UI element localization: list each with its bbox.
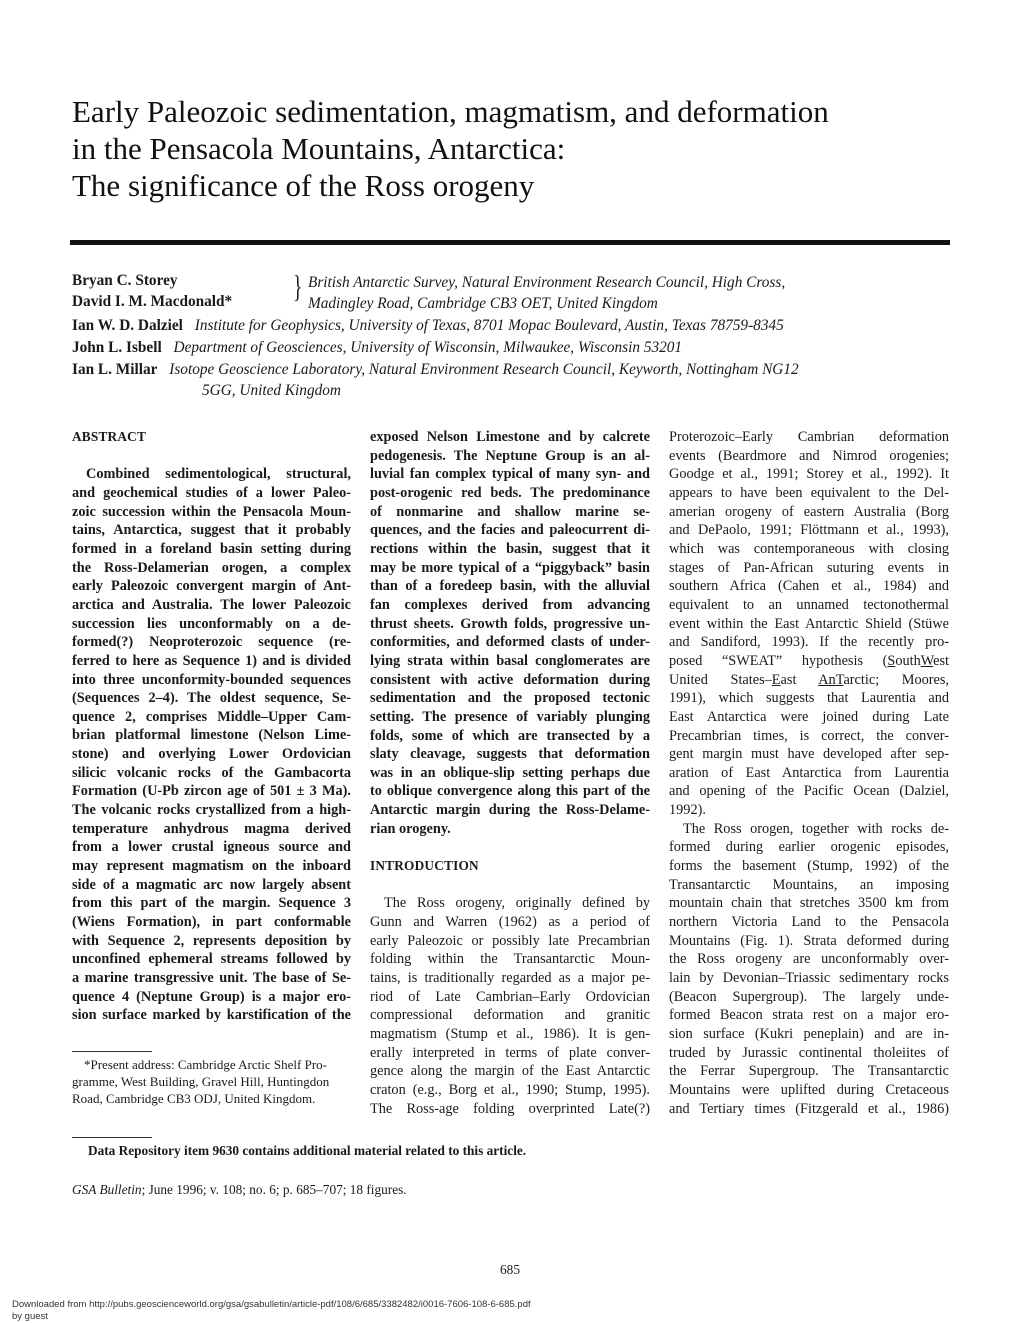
title-rule <box>70 240 950 245</box>
text-line: event within the East Antarctic Shield (Stüwe <box>669 615 949 632</box>
author-affiliation: Department of Geosciences, University of Wisconsin, Milwaukee, Wisconsin 53201 <box>173 339 683 356</box>
text-line: Mountains were uplifted during Cretaceous <box>669 1081 949 1098</box>
abstract-text-col2 <box>370 428 650 838</box>
author-row-4 <box>72 337 682 358</box>
text-line: (Wiens Formation), in part conformable <box>72 914 351 931</box>
author-name: Ian W. D. Dalziel <box>72 317 183 334</box>
text-line: Combined sedimentological, structural, <box>86 466 351 483</box>
author-affiliation-continued: 5GG, United Kingdom <box>202 382 341 399</box>
text-line: luvial fan complex typical of many syn- and <box>370 466 650 483</box>
text-line: ferred to here as Sequence 1) and is divided <box>72 652 351 669</box>
abstract-text-col1 <box>72 465 351 1025</box>
text-line: sion surface marked by karstification of the <box>72 1007 351 1024</box>
text-line: exposed Nelson Limestone and by calcrete <box>370 429 650 445</box>
text-line: temperature anhydrous magma derived <box>72 820 351 837</box>
text-line: folding within the Transantarctic Moun- <box>370 951 650 968</box>
author-row-5 <box>72 359 799 380</box>
text-line: quence 4 (Neptune Group) is a major ero- <box>72 988 351 1005</box>
footnote-line-2: gramme, West Building, Gravel Hill, Huntingdon <box>72 1074 330 1089</box>
text-line: brian platformal limestone (Nelson Lime- <box>72 727 351 744</box>
text-line: The Ross orogeny, originally defined by <box>384 895 650 912</box>
text-line: East Antarctica were joined during Late <box>669 708 949 725</box>
text-line: Mountains (Fig. 1). Strata deformed during <box>669 932 949 949</box>
shared-affiliation-line-1: British Antarctic Survey, Natural Environment Research Council, High Cross, <box>308 274 786 291</box>
footnote-line-1: *Present address: Cambridge Arctic Shelf Pro- <box>84 1057 327 1072</box>
text-line: forms the basement (Stump, 1992) of the <box>669 858 949 875</box>
author-affiliation: Institute for Geophysics, University of Texas, 8701 Mopac Boulevard, Austin, Texas 78759-8345 <box>194 317 784 334</box>
spacer <box>72 447 351 466</box>
text-line: the Ross-Delamerian orogen, a complex <box>72 559 351 576</box>
citation-details: ; June 1996; v. 108; no. 6; p. 685–707; 18 figures. <box>141 1182 407 1197</box>
text-line: the Ross orogeny are unconformably over- <box>669 951 949 968</box>
text-line: to oblique convergence along this part of the <box>370 783 650 800</box>
text-line: lain by Devonian–Triassic sedimentary rocks <box>669 970 949 987</box>
text-line: events (Beardmore and Nimrod orogenies; <box>669 447 949 464</box>
column-3 <box>669 428 949 1118</box>
author-name: David I. M. Macdonald* <box>72 293 233 310</box>
page-number: 685 <box>500 1262 520 1277</box>
text-line: conformities, and deformed clasts of under- <box>370 634 650 651</box>
text-line: northern Victoria Land to the Pensacola <box>669 914 949 931</box>
shared-affiliation-line-2: Madingley Road, Cambridge CB3 OET, United Kingdom <box>308 295 658 312</box>
text-line: riod of Late Cambrian–Early Ordovician <box>370 988 650 1005</box>
text-line: may be more typical of a “piggyback” basin <box>370 559 650 576</box>
text-line: aration of East Antarctica from Laurentia <box>669 764 949 781</box>
text-line: arctica and Australia. The lower Paleozoic <box>72 596 351 613</box>
text-line: consistent with active deformation during <box>370 671 650 688</box>
spacer <box>370 838 650 857</box>
text-line: magmatism (Stump et al., 1986). It is gen- <box>370 1025 650 1042</box>
text-line: tains, is traditionally regarded as a major pe- <box>370 970 650 986</box>
text-line: appears to have been equivalent to the Del- <box>669 484 949 501</box>
abstract-heading: ABSTRACT <box>72 429 147 444</box>
text-line: was in an oblique-slip setting perhaps due <box>370 764 650 781</box>
text-line: the Ferrar Supergroup. The Transantarctic <box>669 1063 949 1080</box>
text-line: lying strata within basal conglomerates are <box>370 652 650 669</box>
text-line: gence along the margin of the East Antarctic <box>370 1063 650 1080</box>
repository-rule <box>72 1137 152 1138</box>
text-line: (Beacon Supergroup). The largely unde- <box>669 988 949 1005</box>
author-name: Bryan C. Storey <box>72 272 178 289</box>
author-name: Ian L. Millar <box>72 361 158 378</box>
abstract-column-1 <box>72 428 351 1025</box>
text-line: from a lower crustal igneous source and <box>72 839 351 856</box>
title-line-3: The significance of the Ross orogeny <box>72 168 535 203</box>
title-line-1: Early Paleozoic sedimentation, magmatism, and deformation <box>72 94 829 129</box>
text-line: The Ross orogen, together with rocks de- <box>683 820 949 837</box>
text-line: formed Beacon strata rest on a major ero- <box>669 1007 949 1024</box>
text-line: tains, Antarctica, suggest that it probably <box>72 522 351 539</box>
text-line: compressional deformation and granitic <box>370 1007 650 1024</box>
brace-glyph: } <box>293 268 303 304</box>
text-line: Proterozoic–Early Cambrian deformation <box>669 429 949 445</box>
text-line: into three unconformity-bounded sequences <box>72 671 351 688</box>
text-line: rian orogeny. <box>370 820 451 837</box>
text-line: sedimentation and the proposed tectonic <box>370 690 650 707</box>
text-line: (Sequences 2–4). The oldest sequence, Se- <box>72 690 351 707</box>
text-line: Gunn and Warren (1962) as a period of <box>370 914 650 931</box>
author-affiliation: Isotope Geoscience Laboratory, Natural Environment Research Council, Keyworth, Nottingham NG12 <box>169 361 799 378</box>
text-line: The Ross-age folding overprinted Late(?) <box>370 1100 650 1117</box>
text-line: thrust sheets. Growth folds, progressive un- <box>370 615 650 632</box>
author-name: John L. Isbell <box>72 339 162 356</box>
article-title <box>72 93 952 204</box>
text-line: amerian orogeny of eastern Australia (Borg <box>669 503 949 520</box>
text-line: and Tertiary times (Fitzgerald et al., 1986) <box>669 1100 949 1117</box>
footnote-line-3: Road, Cambridge CB3 ODJ, United Kingdom. <box>72 1091 316 1106</box>
text-line: truded by Jurassic continental tholeiites of <box>669 1044 949 1061</box>
author-row-1 <box>72 270 178 291</box>
text-line: mountain chain that stretches 3500 km from <box>669 895 949 912</box>
data-repository-note: Data Repository item 9630 contains additional material related to this article. <box>88 1143 527 1158</box>
introduction-text-col3-b <box>669 689 949 820</box>
text-line: sion surface (Kukri peneplain) and are in- <box>669 1026 949 1042</box>
sweat-line: posed “SWEAT” hypothesis (SouthWest <box>669 652 949 669</box>
footnote <box>72 1056 351 1107</box>
text-line: stages of Pan-African suturing events in <box>669 559 949 576</box>
text-line: and DePaolo, 1991; Flöttmann et al., 1993), <box>669 522 949 539</box>
text-line: formed(?) Neoproterozoic sequence (re- <box>72 634 351 651</box>
text-line: Antarctic margin during the Ross-Delame- <box>370 802 650 819</box>
text-line: and opening of the Pacific Ocean (Dalziel, <box>669 783 949 800</box>
text-line: southern Africa (Cahen et al., 1984) and <box>669 578 949 595</box>
text-line: quence 2, comprises Middle–Upper Cam- <box>72 708 351 725</box>
text-line: may represent magmatism on the inboard <box>72 858 351 875</box>
text-line: The volcanic rocks crystallized from a high- <box>72 802 351 819</box>
introduction-text-col3-c <box>669 820 949 1119</box>
text-line: succession lies unconformably on a de- <box>72 615 351 632</box>
text-line: 1991), which suggests that Laurentia and <box>669 690 949 707</box>
journal-name: GSA Bulletin <box>72 1182 142 1197</box>
download-notice <box>12 1299 531 1323</box>
united-line: United States–East AnTarctic; Moores, <box>669 671 949 688</box>
text-line: gent margin must have developed after sep- <box>669 746 949 763</box>
text-line: fan complexes derived from advancing <box>370 596 650 613</box>
text-line: with Sequence 2, represents deposition by <box>72 932 351 949</box>
author-row-2 <box>72 291 232 312</box>
text-line: zoic succession within the Pensacola Moun- <box>72 503 351 520</box>
text-line: 1992). <box>669 802 706 819</box>
text-line: Formation (U-Pb zircon age of 501 ± 3 Ma). <box>72 783 351 800</box>
text-line: early Paleozoic convergent margin of Ant- <box>72 578 351 595</box>
title-line-2: in the Pensacola Mountains, Antarctica: <box>72 131 566 166</box>
download-link[interactable]: Downloaded from http://pubs.geoscienceworld.org/gsa/gsabulletin/article-pdf/108/6/685/3382482/i0016-7606-108-6-685.pdf <box>12 1299 531 1310</box>
column-2 <box>370 428 650 1118</box>
text-line: a marine transgressive unit. The base of Se- <box>72 970 351 987</box>
text-line: silicic volcanic rocks of the Gambacorta <box>72 764 351 781</box>
footnote-rule <box>72 1051 152 1052</box>
journal-citation <box>72 1182 407 1198</box>
text-line: formed in a foreland basin setting during <box>72 540 351 557</box>
text-line: formed during earlier orogenic episodes, <box>669 839 949 856</box>
text-line: quences, and the facies and paleocurrent di- <box>370 522 650 539</box>
text-line: from this part of the margin. Sequence 3 <box>72 895 351 912</box>
introduction-text-col2 <box>370 894 650 1118</box>
text-line: and geochemical studies of a lower Paleo- <box>72 484 351 501</box>
spacer <box>370 876 650 895</box>
introduction-text-col3-a <box>669 428 949 652</box>
text-line: equivalent to an unnamed tectonothermal <box>669 596 949 613</box>
text-line: post-orogenic red beds. The predominance <box>370 484 650 501</box>
text-line: Goodge et al., 1991; Storey et al., 1992). It <box>669 466 949 483</box>
text-line: rections within the basin, suggest that it <box>370 540 650 557</box>
text-line: Transantarctic Mountains, an imposing <box>669 876 949 893</box>
introduction-heading: INTRODUCTION <box>370 858 479 874</box>
text-line: and Sandiford, 1993). If the recently pro- <box>669 634 949 651</box>
text-line: Precambrian times, is correct, the conver- <box>669 727 949 744</box>
download-guest: by guest <box>12 1311 48 1322</box>
text-line: craton (e.g., Borg et al., 1990; Stump, 1995). <box>370 1081 650 1098</box>
text-line: erally interpreted in terms of plate conver- <box>370 1044 650 1061</box>
text-line: side of a magmatic arc now largely absent <box>72 876 351 893</box>
text-line: early Paleozoic or possibly late Precambrian <box>370 932 650 949</box>
text-line: stone) and overlying Lower Ordovician <box>72 746 351 763</box>
text-line: folds, some of which are transected by a <box>370 727 650 744</box>
text-line: of nonmarine and shallow marine se- <box>370 503 650 520</box>
text-line: unconfined ephemeral streams followed by <box>72 951 351 968</box>
text-line: slaty cleavage, suggests that deformation <box>370 746 650 763</box>
author-row-3 <box>72 315 784 336</box>
shared-affiliation-brace <box>290 270 305 312</box>
text-line: than of a foredeep basin, with the alluvial <box>370 578 650 595</box>
text-line: which was contemporaneous with closing <box>669 540 949 557</box>
text-line: setting. The presence of variably plunging <box>370 708 650 725</box>
text-line: pedogenesis. The Neptune Group is an al- <box>370 447 650 464</box>
